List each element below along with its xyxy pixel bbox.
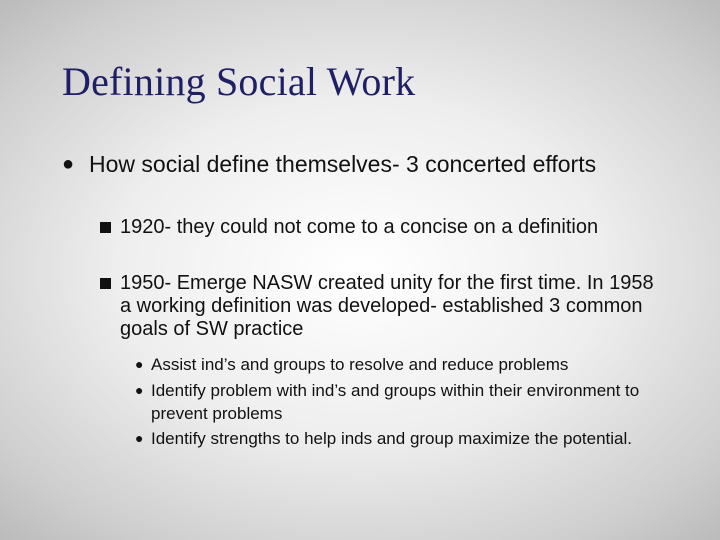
- bullet-dot-icon: ●: [135, 430, 144, 446]
- sub-bullet-text: 1950- Emerge NASW created unity for the first time. In 1958 a working definition was developed- established 3 common goals of SW practice: [120, 272, 654, 340]
- sub-bullet-item: [100, 216, 660, 239]
- sub-sub-bullet-item: [135, 427, 675, 450]
- square-bullet-icon: [100, 222, 111, 233]
- bullet-text: How social define themselves- 3 concerted efforts: [89, 151, 597, 177]
- bullet-dot-icon: ●: [135, 382, 144, 398]
- sub-bullet-text: 1920- they could not come to a concise on a definition: [120, 216, 599, 238]
- sub-sub-bullet-item: [135, 379, 675, 425]
- sub-sub-bullet-text: Assist ind’s and groups to resolve and reduce problems: [151, 355, 569, 374]
- sub-bullet-item: [100, 272, 660, 341]
- sub-sub-bullet-item: [135, 353, 675, 376]
- square-bullet-icon: [100, 278, 111, 289]
- sub-sub-bullet-text: Identify strengths to help inds and group maximize the potential.: [151, 429, 633, 448]
- bullet-item: [62, 150, 682, 178]
- slide-title: Defining Social Work: [62, 59, 416, 104]
- bullet-dot-icon: ●: [135, 356, 144, 372]
- bullet-dot-icon: ●: [62, 153, 75, 175]
- sub-sub-bullet-text: Identify problem with ind’s and groups within their environment to prevent problems: [151, 381, 640, 423]
